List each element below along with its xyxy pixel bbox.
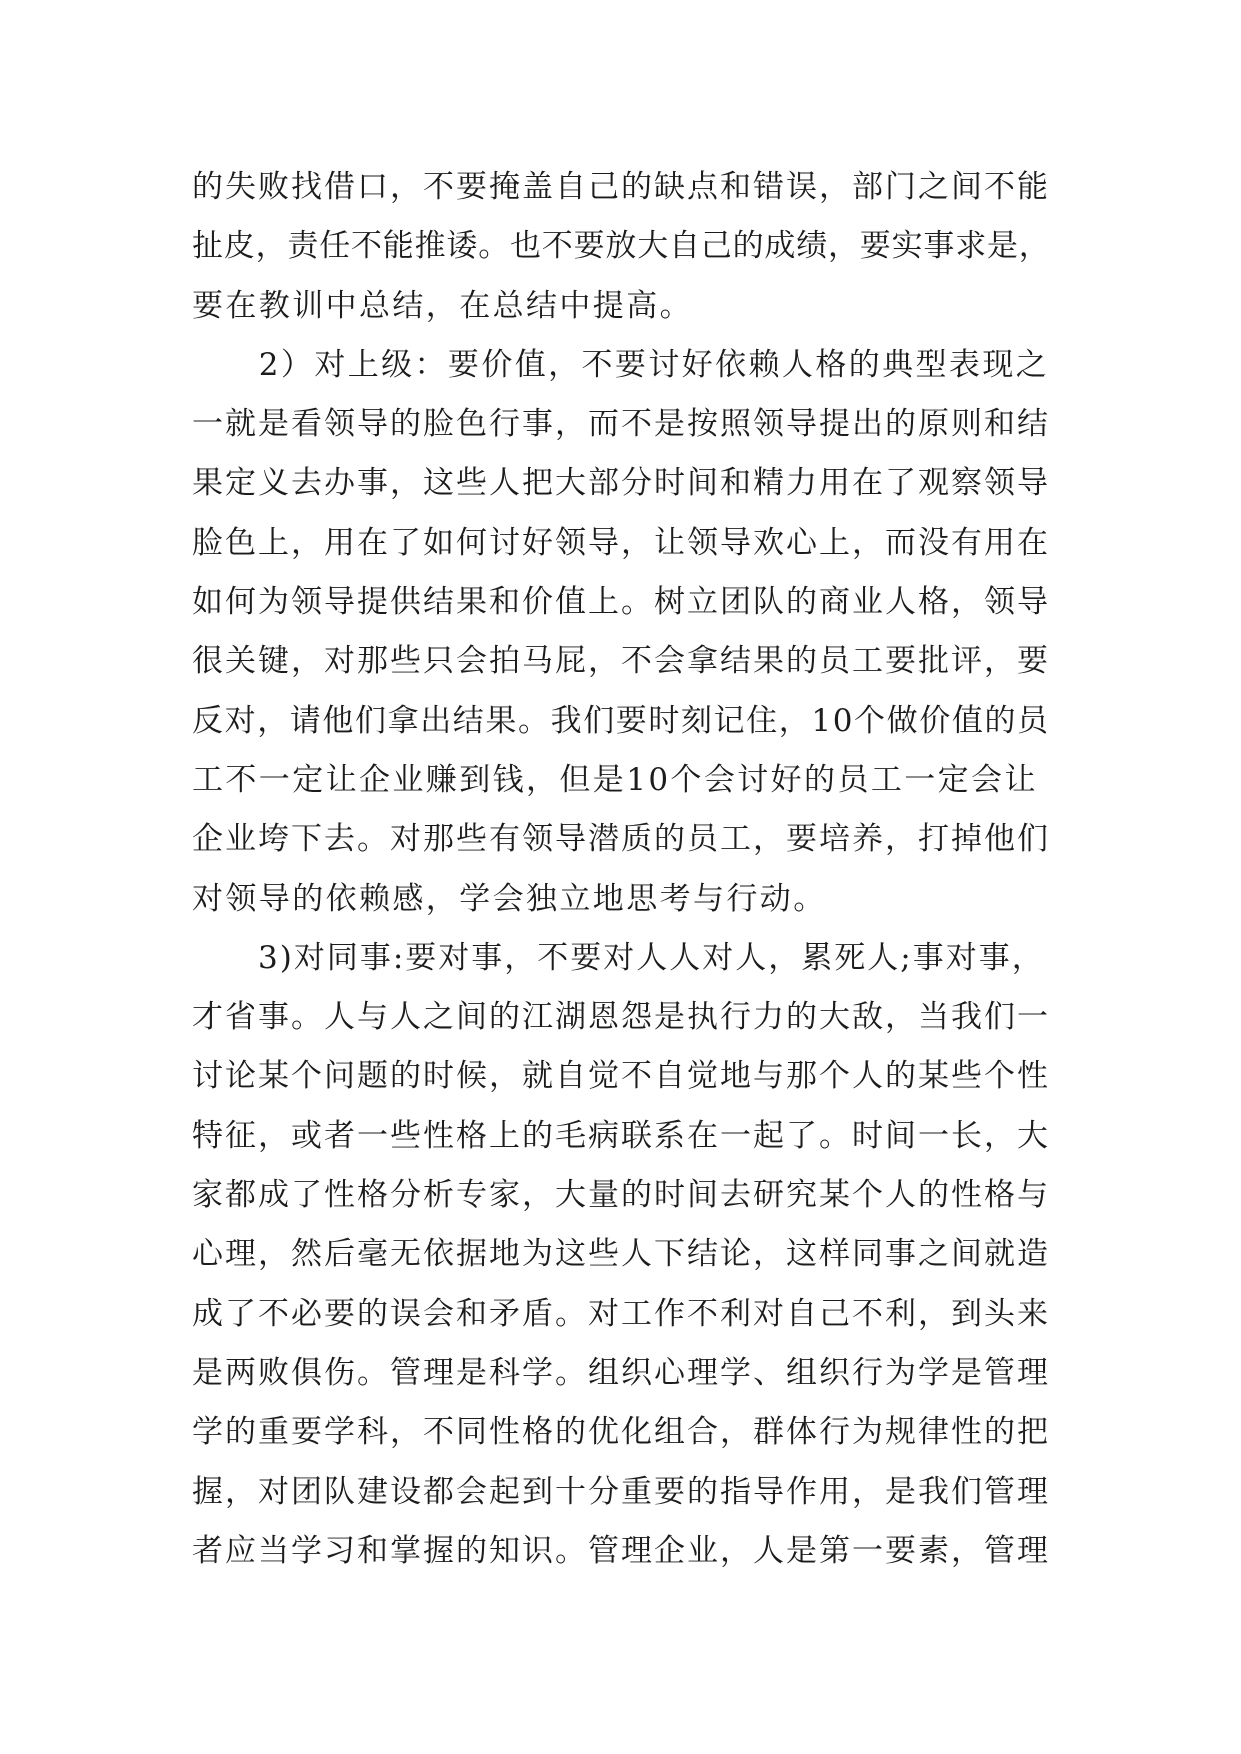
text-line: 反对，请他们拿出结果。我们要时刻记住，10个做价值的员	[192, 702, 1050, 739]
text-line: 特征，或者一些性格上的毛病联系在一起了。时间一长，大	[192, 1117, 1050, 1154]
text-line: 才省事。人与人之间的江湖恩怨是执行力的大敌，当我们一	[192, 999, 1050, 1036]
text-line: 者应当学习和掌握的知识。管理企业，人是第一要素，管理	[192, 1532, 1050, 1569]
text-line: 企业垮下去。对那些有领导潜质的员工，要培养，打掉他们	[192, 821, 1050, 858]
text-line: 成了不必要的误会和矛盾。对工作不利对自己不利，到头来	[192, 1295, 1050, 1332]
text-line: 对领导的依赖感，学会独立地思考与行动。	[192, 880, 827, 917]
text-line: 一就是看领导的脸色行事，而不是按照领导提出的原则和结	[192, 406, 1050, 443]
text-line: 是两败俱伤。管理是科学。组织心理学、组织行为学是管理	[192, 1354, 1050, 1391]
text-line: 2）对上级：要价值，不要讨好依赖人格的典型表现之	[192, 346, 1050, 383]
text-line: 的失败找借口，不要掩盖自己的缺点和错误，部门之间不能	[192, 169, 1050, 205]
text-line: 如何为领导提供结果和价值上。树立团队的商业人格，领导	[192, 584, 1050, 621]
text-line: 果定义去办事，这些人把大部分时间和精力用在了观察领导	[192, 465, 1050, 502]
text-line: 3)对同事:要对事，不要对人人对人，累死人;事对事，	[192, 939, 1045, 976]
text-line: 工不一定让企业赚到钱，但是10个会讨好的员工一定会让	[192, 761, 1038, 798]
text-line: 握，对团队建设都会起到十分重要的指导作用，是我们管理	[192, 1473, 1050, 1510]
text-line: 扯皮，责任不能推诿。也不要放大自己的成绩，要实事求是，	[192, 228, 1051, 265]
text-line: 很关键，对那些只会拍马屁，不会拿结果的员工要批评，要	[192, 643, 1050, 680]
body-text	[192, 158, 1052, 1581]
text-line: 家都成了性格分析专家，大量的时间去研究某个人的性格与	[192, 1177, 1050, 1214]
text-line: 心理，然后毫无依据地为这些人下结论，这样同事之间就造	[192, 1236, 1050, 1273]
text-line: 学的重要学科，不同性格的优化组合，群体行为规律性的把	[192, 1414, 1050, 1451]
text-line: 要在教训中总结，在总结中提高。	[192, 287, 693, 324]
text-line: 讨论某个问题的时候，就自觉不自觉地与那个人的某些个性	[192, 1058, 1050, 1095]
text-line: 脸色上，用在了如何讨好领导，让领导欢心上，而没有用在	[192, 524, 1050, 561]
